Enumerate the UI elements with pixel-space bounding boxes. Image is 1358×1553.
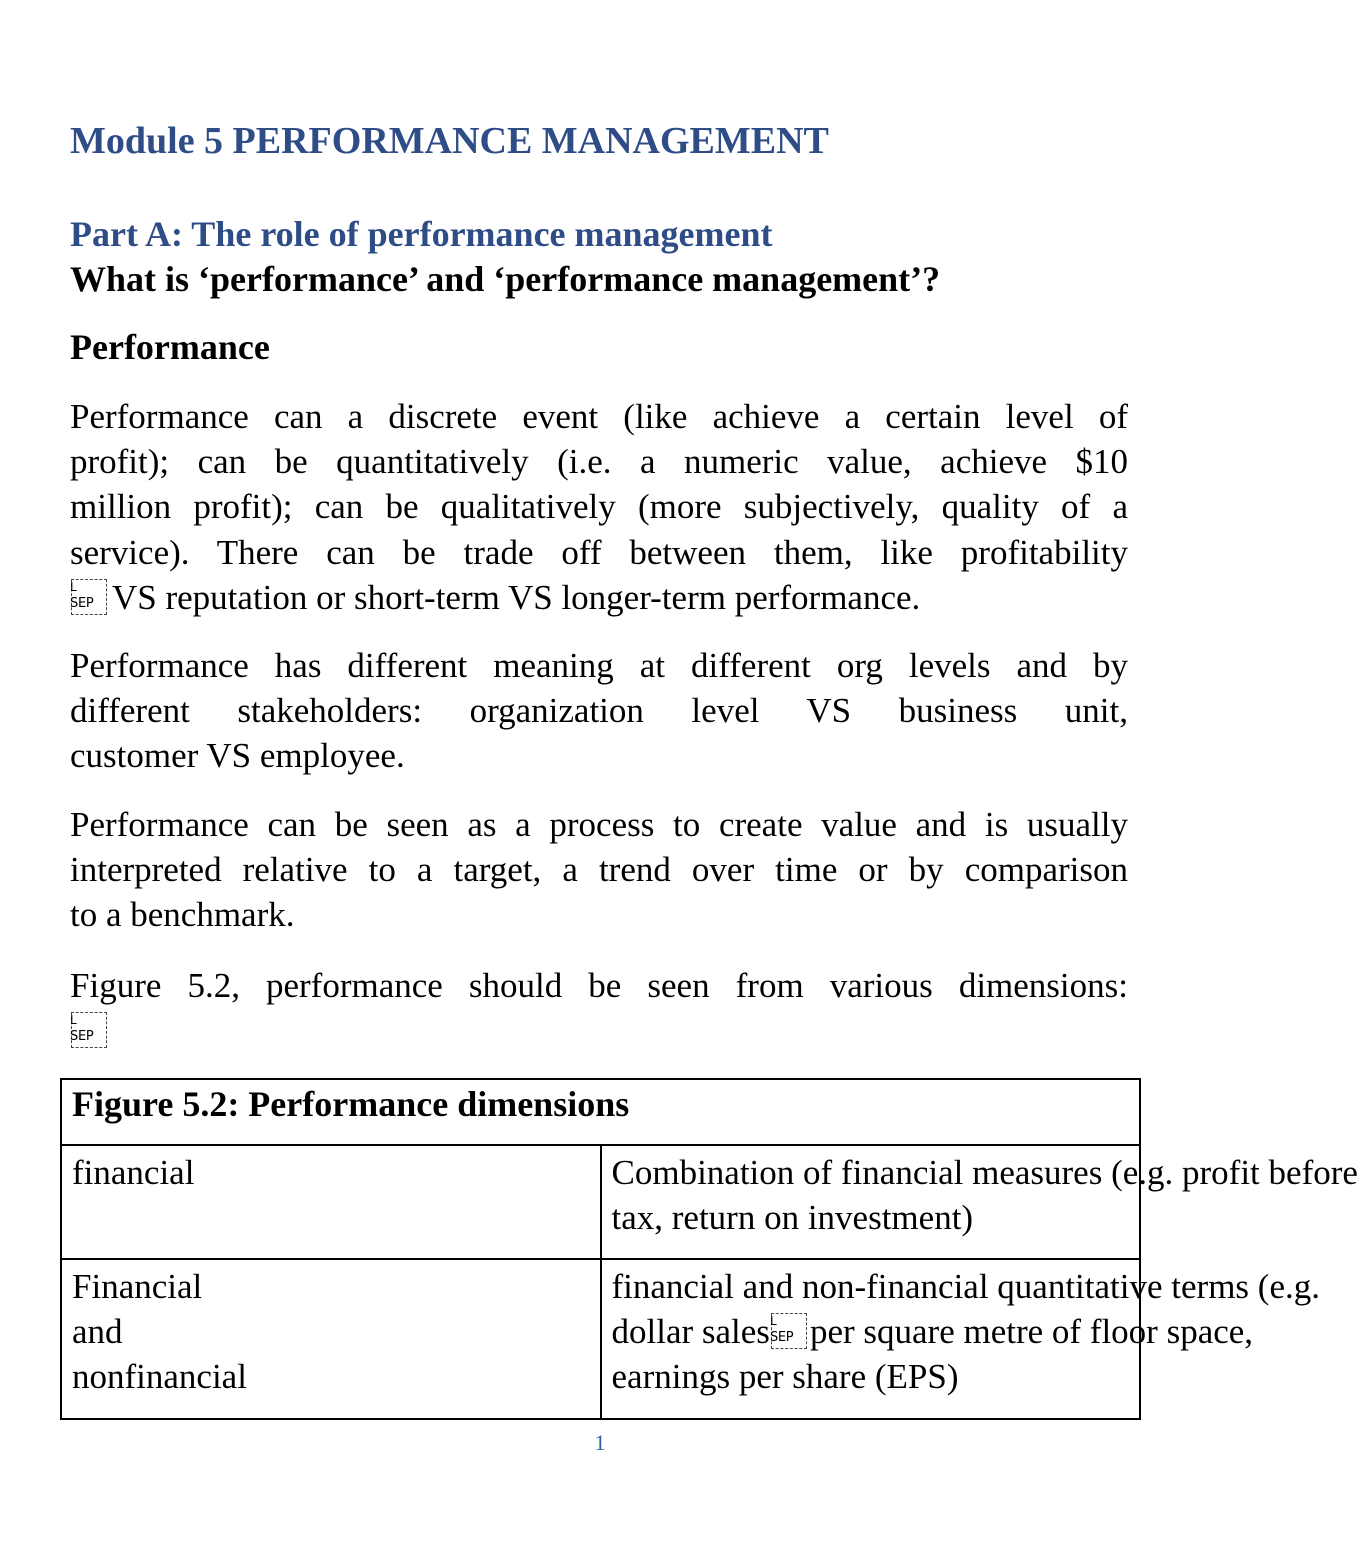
paragraph-performance-types bbox=[70, 394, 1128, 620]
dimension-cell: financial bbox=[61, 1145, 601, 1259]
page-number: 1 bbox=[594, 1430, 606, 1455]
dimension-line: Financial bbox=[72, 1267, 203, 1306]
description-cell bbox=[601, 1145, 1358, 1259]
paragraph-line bbox=[70, 1008, 1128, 1053]
dimension-cell bbox=[61, 1259, 601, 1419]
table-row bbox=[61, 1145, 1140, 1259]
paragraph-line: Performance can be seen as a process to create value and is usually bbox=[70, 805, 1128, 844]
table-header-row bbox=[61, 1079, 1140, 1145]
paragraph-figure-intro bbox=[70, 963, 1128, 1053]
paragraph-performance-process bbox=[70, 802, 1128, 938]
separator-glyph-icon: L SEP bbox=[70, 1012, 110, 1050]
module-title: Module 5 PERFORMANCE MANAGEMENT bbox=[70, 120, 829, 162]
paragraph-performance-levels bbox=[70, 643, 1128, 779]
description-cell bbox=[601, 1259, 1320, 1419]
paragraph-line: Performance has different meaning at different org levels and by bbox=[70, 646, 1128, 685]
separator-glyph-icon: L SEP bbox=[70, 579, 110, 617]
dimension-line: nonfinancial bbox=[72, 1357, 247, 1397]
part-title: Part A: The role of performance management bbox=[70, 214, 773, 254]
question-heading: What is ‘performance’ and ‘performance management’? bbox=[70, 259, 941, 299]
performance-dimensions-table bbox=[60, 1078, 1358, 1420]
paragraph-line: profit); can be quantitatively (i.e. a numeric value, achieve $10 bbox=[70, 442, 1128, 482]
separator-glyph-icon: L SEP bbox=[770, 1313, 810, 1351]
paragraph-line: different stakeholders: organization level VS business unit, bbox=[70, 691, 1128, 731]
description-line: financial and non-financial quantitative terms (e.g. bbox=[611, 1267, 1320, 1306]
table-title: Figure 5.2: Performance dimensions bbox=[61, 1079, 1140, 1145]
description-line: tax, return on investment) bbox=[611, 1198, 974, 1238]
paragraph-line: million profit); can be qualitatively (more subjectively, quality of a bbox=[70, 487, 1128, 527]
paragraph-line: L SEP VS reputation or short-term VS longer-term performance. bbox=[70, 577, 921, 617]
table-row bbox=[61, 1259, 1140, 1419]
dimension-line: and bbox=[72, 1312, 123, 1352]
description-line: earnings per share (EPS) bbox=[611, 1357, 959, 1397]
description-line: dollar sales L SEP per square metre of floor space, bbox=[611, 1312, 1254, 1352]
paragraph-line: Performance can a discrete event (like achieve a certain level of bbox=[70, 397, 1128, 436]
paragraph-line: service). There can be trade off between them, like profitability bbox=[70, 532, 1128, 572]
description-line: Combination of financial measures (e.g. profit before bbox=[611, 1153, 1358, 1192]
paragraph-line: customer VS employee. bbox=[70, 736, 405, 776]
paragraph-line: to a benchmark. bbox=[70, 895, 295, 935]
paragraph-line: Figure 5.2, performance should be seen from various dimensions: bbox=[70, 966, 1128, 1005]
paragraph-line: interpreted relative to a target, a trend over time or by comparison bbox=[70, 850, 1128, 890]
section-heading-performance: Performance bbox=[70, 327, 270, 367]
